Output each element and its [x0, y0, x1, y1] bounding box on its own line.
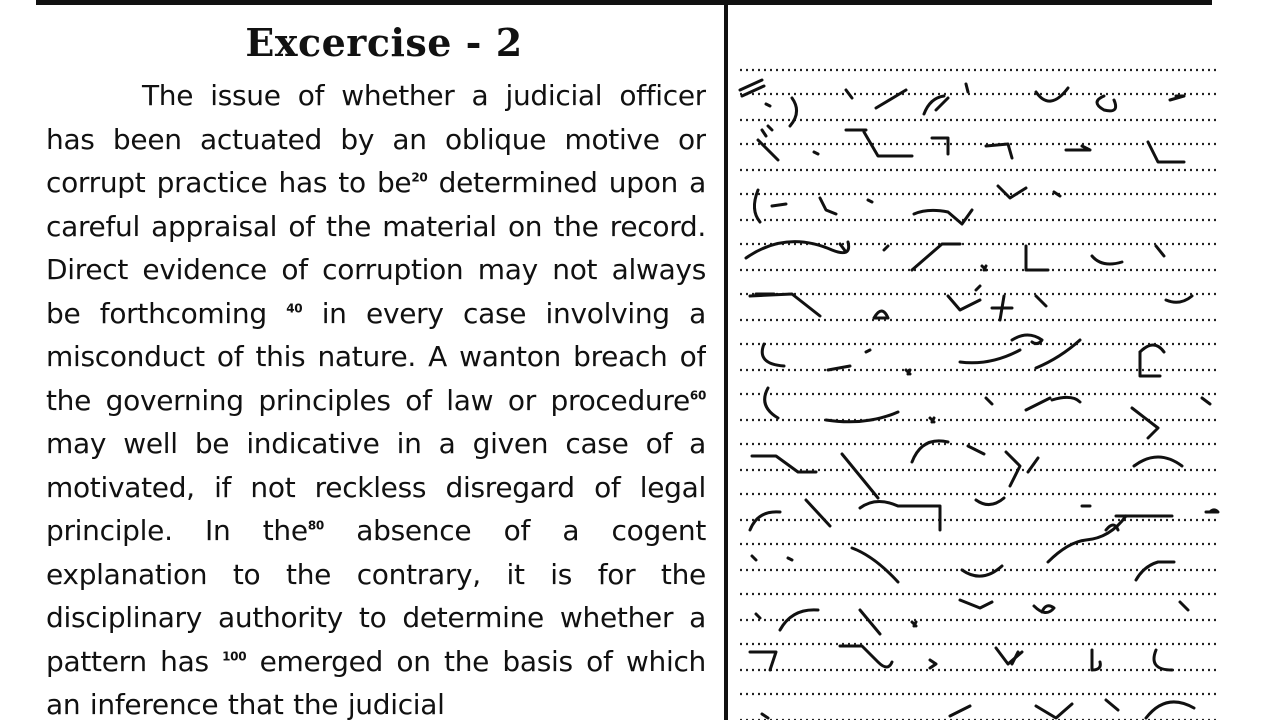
shorthand-panel [736, 0, 1224, 720]
word-count-marker: 100 [222, 649, 247, 664]
shorthand-outlines-drawing [736, 0, 1224, 720]
column-divider [724, 0, 728, 720]
passage-segment: in every case involving a misconduct of this nature. A wanton breach of the governing principles of law or procedure [46, 296, 706, 417]
word-count-marker: 60 [689, 388, 706, 403]
passage-segment: determined upon a careful appraisal of the material on the record. Direct evidence of corruption may not always be forthcoming [46, 166, 706, 330]
exercise-title: Excercise - 2 [245, 20, 523, 65]
word-count-marker: 20 [411, 170, 428, 185]
word-count-marker: 40 [286, 301, 303, 316]
passage-segment: may well be indicative in a given case of a motivated, if not reckless disregard of legal principle. In the [46, 427, 706, 547]
exercise-text-panel [46, 18, 706, 720]
word-count-marker: 80 [307, 518, 324, 533]
passage-segment: absence of a cogent explanation to the contrary, it is for the disciplinary authority to determine whether a pattern has [46, 514, 706, 678]
shorthand-strokes [740, 80, 1218, 718]
ruled-lines [740, 70, 1220, 720]
exercise-passage [46, 74, 706, 720]
passage-segment: emerged on the basis of which an inference that the judicial [46, 644, 706, 720]
passage-segment: The issue of whether a judicial officer has been actuated by an oblique motive or corrupt practice has to be [46, 79, 706, 199]
